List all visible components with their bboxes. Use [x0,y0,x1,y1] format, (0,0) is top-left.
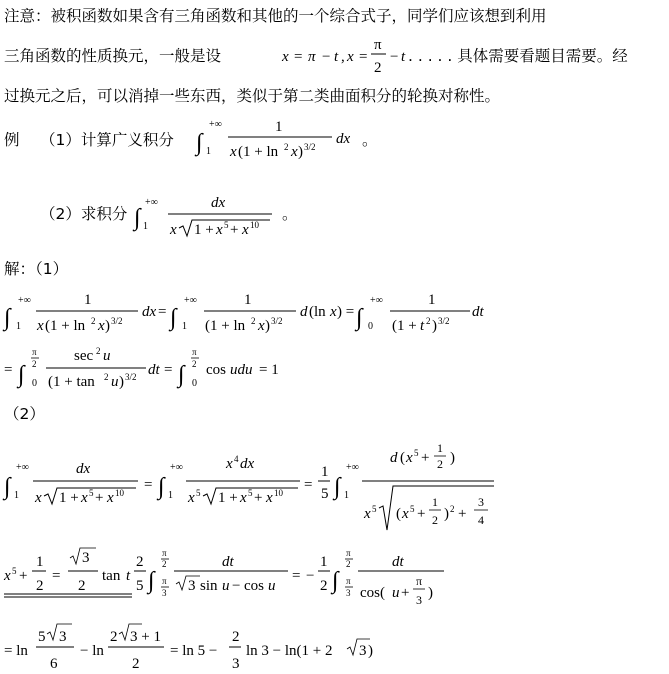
example1-numerator: 1 [275,119,283,135]
svg-text:x: x [347,49,354,65]
svg-text:5: 5 [321,486,329,502]
svg-text:∫: ∫ [170,305,177,331]
svg-text:= ln: = ln [4,643,28,659]
svg-text:1: 1 [206,146,211,157]
svg-text:t: t [334,49,339,65]
svg-text:dx: dx [76,461,91,477]
svg-text:∫: ∫ [148,568,155,594]
svg-text:3: 3 [59,629,67,645]
svg-text:4: 4 [234,454,239,464]
svg-text:t: t [401,49,406,65]
svg-text:1: 1 [84,292,92,308]
svg-text:2: 2 [132,656,140,672]
svg-text:+: + [95,490,104,506]
intro-line-1: 注意：被积函数如果含有三角函数和其他的一个综合式子，同学们应该想到利用 [4,7,547,25]
substitution-formula [281,37,406,76]
svg-text:+∞: +∞ [184,295,197,306]
svg-text:cos: cos [244,578,264,594]
svg-text:=: = [359,49,368,65]
svg-text:2: 2 [437,457,443,471]
svg-text:tan: tan [102,568,121,584]
svg-text:+∞: +∞ [18,295,31,306]
svg-text:∫: ∫ [18,362,25,388]
svg-text:=: = [4,362,13,378]
svg-text:u: u [222,578,230,594]
svg-text:(1 +: (1 + [392,318,417,334]
svg-text:=: = [52,568,61,584]
svg-text:x: x [226,456,233,472]
svg-text:cos: cos [206,362,226,378]
svg-text:= ln 5 −: = ln 5 − [170,643,218,659]
svg-text:(1 + ln: (1 + ln [45,318,86,334]
svg-text:3: 3 [416,593,422,607]
svg-text:1: 1 [344,490,349,501]
svg-text:5: 5 [372,504,377,514]
svg-text:−: − [306,568,315,584]
svg-text:dx: dx [336,131,351,147]
svg-text:2: 2 [450,504,455,514]
svg-text:3/2: 3/2 [111,316,123,326]
svg-text:,: , [341,49,345,65]
svg-text:3/2: 3/2 [438,316,450,326]
svg-text:1 +: 1 + [218,490,238,506]
svg-text:1: 1 [432,495,438,509]
svg-text:u: u [392,585,400,601]
svg-text:): ) [119,374,124,390]
svg-text:∫: ∫ [4,305,11,331]
svg-text:−: − [232,578,241,594]
svg-text:1 +: 1 + [59,490,79,506]
svg-text:x: x [406,450,413,466]
svg-text:∫: ∫ [178,362,185,388]
svg-text:dt: dt [472,304,484,320]
svg-text:∫: ∫ [332,568,339,594]
svg-text:=: = [294,49,303,65]
svg-text:x: x [4,568,11,584]
example1-integral [194,119,351,160]
svg-text:(1 + ln: (1 + ln [238,144,279,160]
svg-text:): ) [105,318,110,334]
svg-text:dx: dx [211,195,226,211]
svg-text:2: 2 [346,559,351,569]
svg-text:1: 1 [428,292,436,308]
svg-text:=: = [164,362,173,378]
solution-label: 解：（1） [4,260,69,278]
svg-text:+: + [254,490,263,506]
svg-text:1: 1 [437,441,443,455]
svg-text:x: x [291,144,298,160]
example-part2-prefix: （2）求积分 [40,205,128,223]
svg-text:1: 1 [320,554,328,570]
svg-text:6: 6 [50,656,58,672]
svg-text:dt: dt [392,554,404,570]
svg-text:dt: dt [148,362,160,378]
svg-text:): ) [298,144,303,160]
svg-text:1: 1 [182,321,187,332]
svg-text:2: 2 [320,578,328,594]
svg-text:sin: sin [200,578,218,594]
svg-text:− ln: − ln [80,643,104,659]
svg-text:2: 2 [110,629,118,645]
svg-text:x: x [81,490,88,506]
solution2-line3 [4,624,373,672]
svg-text:dt: dt [222,554,234,570]
solution-part2-label: （2） [4,405,45,423]
intro-line-3: 过换元之后，可以消掉一些东西，类似于第二类曲面积分的轮换对称性。 [4,87,501,105]
svg-text:5: 5 [136,578,144,594]
svg-text:=: = [292,568,301,584]
svg-text:∫: ∫ [334,474,341,500]
svg-text:2: 2 [96,346,101,356]
svg-text:+∞: +∞ [170,462,183,473]
svg-text:+∞: +∞ [346,462,359,473]
example2-integral [132,195,272,238]
svg-text:t: t [420,318,425,334]
svg-text:u: u [111,374,119,390]
svg-text:2: 2 [232,629,240,645]
svg-text:5: 5 [196,488,201,498]
svg-text:(: ( [400,450,405,466]
svg-text:= 1: = 1 [259,362,279,378]
svg-text:t: t [126,568,131,584]
svg-text:+: + [421,450,430,466]
svg-text:d: d [390,450,398,466]
solution2-line1 [2,441,494,530]
svg-text:π: π [416,574,423,588]
svg-text:10: 10 [250,220,259,230]
svg-text:+∞: +∞ [16,462,29,473]
svg-text:0: 0 [192,378,197,389]
svg-text:2: 2 [426,316,431,326]
svg-text:0: 0 [368,321,373,332]
svg-text:): ) [265,318,270,334]
svg-text:(1 + tan: (1 + tan [48,374,95,390]
svg-text:x: x [170,222,177,238]
solution1-line2 [4,346,279,390]
svg-text:): ) [432,318,437,334]
svg-text:2: 2 [104,372,109,382]
svg-text:5: 5 [224,220,229,230]
svg-text:+: + [230,222,239,238]
svg-text:1: 1 [244,292,252,308]
svg-text:2: 2 [36,578,44,594]
svg-text:): ) [444,506,449,522]
svg-text:3: 3 [478,495,484,509]
svg-text:3/2: 3/2 [304,142,316,152]
svg-text:1: 1 [168,490,173,501]
intro-line-2-text: 三角函数的性质换元，一般是设 [4,47,222,65]
svg-text:∫: ∫ [4,474,11,500]
svg-text:π: π [162,576,167,586]
svg-text:π: π [192,347,197,357]
svg-text:cos(: cos( [360,585,385,601]
svg-text:−: − [322,49,331,65]
svg-text:1: 1 [14,490,19,501]
svg-text:+: + [458,506,467,522]
svg-text:π: π [346,548,351,558]
svg-text:1 +: 1 + [194,222,214,238]
example-label: 例 [4,131,20,149]
svg-text:x: x [330,304,337,320]
svg-text:+: + [417,506,426,522]
svg-text:π: π [308,49,316,65]
svg-text:): ) [450,450,455,466]
svg-text:sec: sec [74,348,94,364]
svg-text:5: 5 [248,488,253,498]
svg-text:5: 5 [12,566,17,576]
svg-text:x: x [266,490,273,506]
svg-text:2: 2 [91,316,96,326]
svg-text:2: 2 [251,316,256,326]
svg-text:∫: ∫ [356,305,363,331]
svg-text:=: = [304,477,313,493]
svg-text:10: 10 [115,488,124,498]
svg-text:5: 5 [410,504,415,514]
svg-text:x: x [230,144,237,160]
svg-text:(1 + ln: (1 + ln [205,318,246,334]
svg-text:ln 3 − ln(1 + 2: ln 3 − ln(1 + 2 [246,643,333,659]
svg-text:3: 3 [359,643,367,659]
svg-text:2: 2 [78,578,86,594]
svg-text:3: 3 [346,588,351,598]
solution2-line2 [3,548,444,607]
svg-text:x: x [364,506,371,522]
svg-text:3: 3 [162,588,167,598]
svg-text:x: x [240,490,247,506]
svg-text:x: x [216,222,223,238]
svg-text:u: u [268,578,276,594]
svg-text:3: 3 [82,550,90,566]
svg-text:2: 2 [432,513,438,527]
svg-text:2: 2 [192,359,197,369]
svg-text:1: 1 [36,554,44,570]
svg-text:2: 2 [374,60,382,76]
svg-text:): ) [368,643,373,659]
svg-text:π: π [374,37,382,53]
svg-text:d: d [300,304,308,320]
svg-text:3: 3 [232,656,240,672]
svg-text:x: x [282,49,289,65]
svg-text:+: + [19,568,28,584]
svg-text:x: x [188,490,195,506]
svg-text:3/2: 3/2 [125,372,137,382]
svg-text:=: = [158,304,167,320]
svg-text:4: 4 [478,513,484,527]
svg-text:0: 0 [32,378,37,389]
svg-text:π: π [346,576,351,586]
svg-text:x: x [37,318,44,334]
svg-text:x: x [402,506,409,522]
svg-text:1: 1 [16,321,21,332]
svg-text:1: 1 [321,464,329,480]
svg-text:2: 2 [136,554,144,570]
svg-text:∫: ∫ [134,205,141,231]
svg-text:−: − [390,49,399,65]
svg-text:+∞: +∞ [209,119,222,130]
svg-text:x: x [98,318,105,334]
svg-text:∫: ∫ [158,474,165,500]
svg-text:x: x [107,490,114,506]
svg-text:x: x [35,490,42,506]
svg-text:2: 2 [162,559,167,569]
svg-text:∫: ∫ [196,130,203,156]
svg-text:) =: ) = [337,304,355,320]
svg-text:3: 3 [188,578,196,594]
svg-text:(: ( [396,506,401,522]
svg-text:1: 1 [143,221,148,232]
svg-text:5: 5 [89,488,94,498]
svg-text:π: π [162,548,167,558]
svg-text:5: 5 [414,448,419,458]
svg-text:x: x [242,222,249,238]
svg-text:u: u [103,348,111,364]
svg-text:5: 5 [38,629,46,645]
svg-text:+: + [401,585,410,601]
svg-text:(ln: (ln [309,304,326,320]
solution1-line1 [2,292,485,334]
svg-text:=: = [144,477,153,493]
svg-text:+∞: +∞ [145,197,158,208]
svg-text:x: x [258,318,265,334]
svg-text:2: 2 [32,359,37,369]
svg-text:3/2: 3/2 [271,316,283,326]
example-part1-prefix: （1）计算广义积分 [40,131,174,149]
svg-text:udu: udu [230,362,253,378]
svg-text:+∞: +∞ [370,295,383,306]
example-part1-suffix: 。 [362,131,378,149]
intro-line-2-tail: . . . . . 具体需要看题目需要。经 [408,47,628,65]
svg-text:dx: dx [142,304,157,320]
svg-text:2: 2 [284,142,289,152]
example-part2-suffix: 。 [282,205,298,223]
svg-text:π: π [32,347,37,357]
svg-text:10: 10 [274,488,283,498]
svg-text:3 + 1: 3 + 1 [130,629,161,645]
svg-text:): ) [428,585,433,601]
svg-text:dx: dx [240,456,255,472]
